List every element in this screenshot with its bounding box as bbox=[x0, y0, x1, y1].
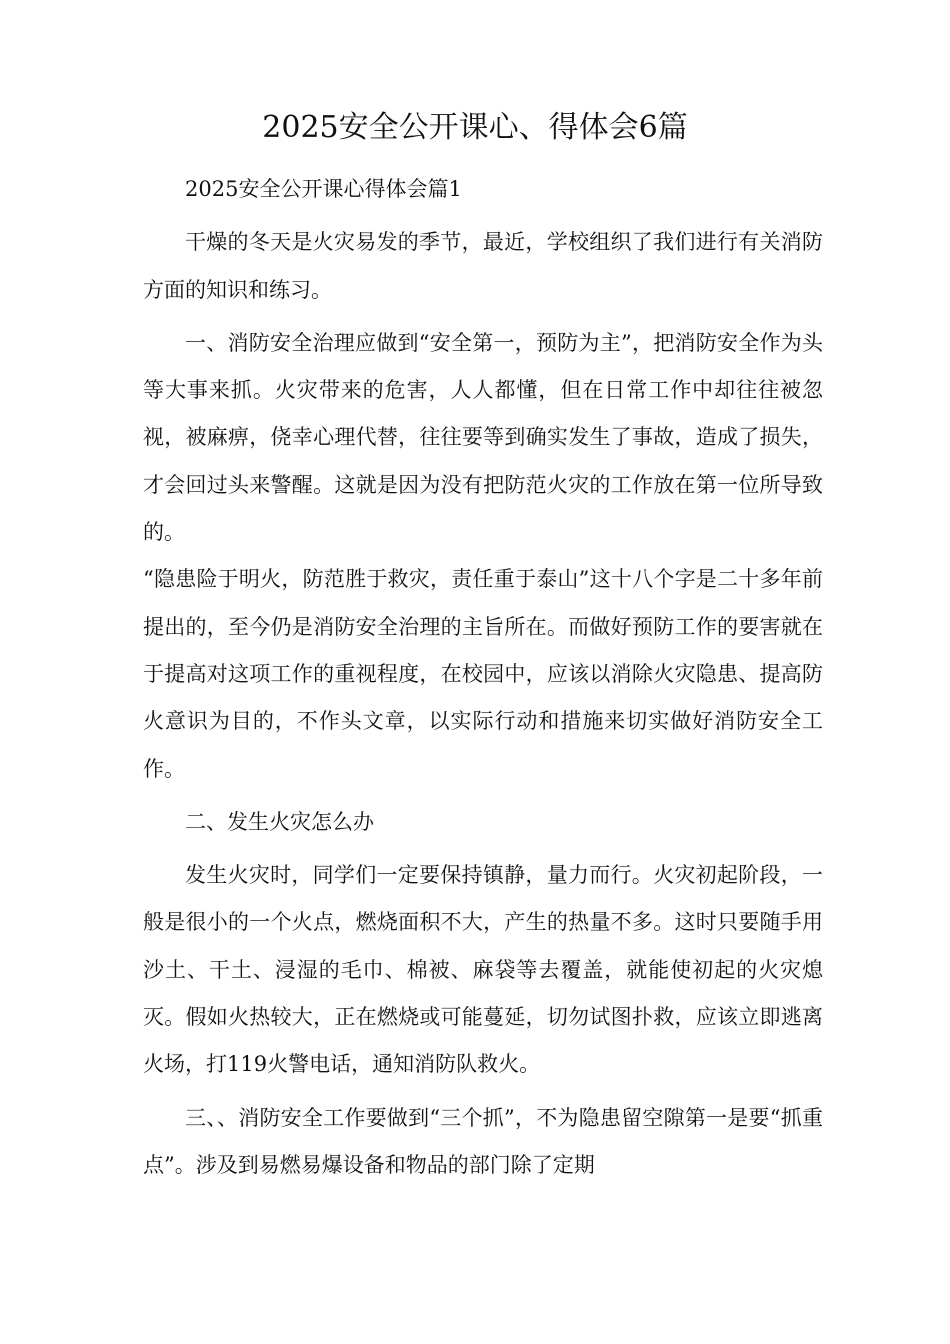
paragraph: 发生火灾时，同学们一定要保持镇静，量力而行。火灾初起阶段，一般是很小的一个火点，燃烧面积不大，产生的热量不多。这时只要随手用沙土、干土、浸湿的毛巾、棉被、麻袋等去覆盖，就能使初起的火灾熄灭。假如火热较大，正在燃烧或可能蔓延，切勿试图扑救，应该立即逃离火场，打119火警电话，通知消防队救火。 bbox=[143, 863, 823, 1077]
paragraph: 一、消防安全治理应做到“安全第一，预防为主”，把消防安全作为头等大事来抓。火灾带来的危害，人人都懂，但在日常工作中却往往被忽视，被麻痹，侥幸心理代替，往往要等到确实发生了事故，造成了损失，才会回过头来警醒。这就是因为没有把防范火灾的工作放在第一位所导致的。 bbox=[143, 330, 823, 545]
section-heading: 2025安全公开课心得体会篇1 bbox=[185, 177, 462, 201]
document-title: 2025安全公开课心、得体会6篇 bbox=[262, 110, 688, 145]
paragraph-heading: 二、发生火灾怎么办 bbox=[185, 809, 374, 834]
paragraph: “隐患险于明火，防范胜于救灾，责任重于泰山”这十八个字是二十多年前提出的，至今仍是消防安全治理的主旨所在。而做好预防工作的要害就在于提高对这项工作的重视程度，在校园中，应该以消除火灾隐患、提高防火意识为目的，不作头文章，以实际行动和措施来切实做好消防安全工作。 bbox=[143, 567, 823, 781]
document-body bbox=[143, 166, 823, 1189]
paragraph: 干燥的冬天是火灾易发的季节，最近，学校组织了我们进行有关消防方面的知识和练习。 bbox=[143, 230, 823, 302]
paragraph: 三、、消防安全工作要做到“三个抓”，不为隐患留空隙第一是要“抓重点”。涉及到易燃易爆设备和物品的部门除了定期 bbox=[143, 1105, 823, 1177]
